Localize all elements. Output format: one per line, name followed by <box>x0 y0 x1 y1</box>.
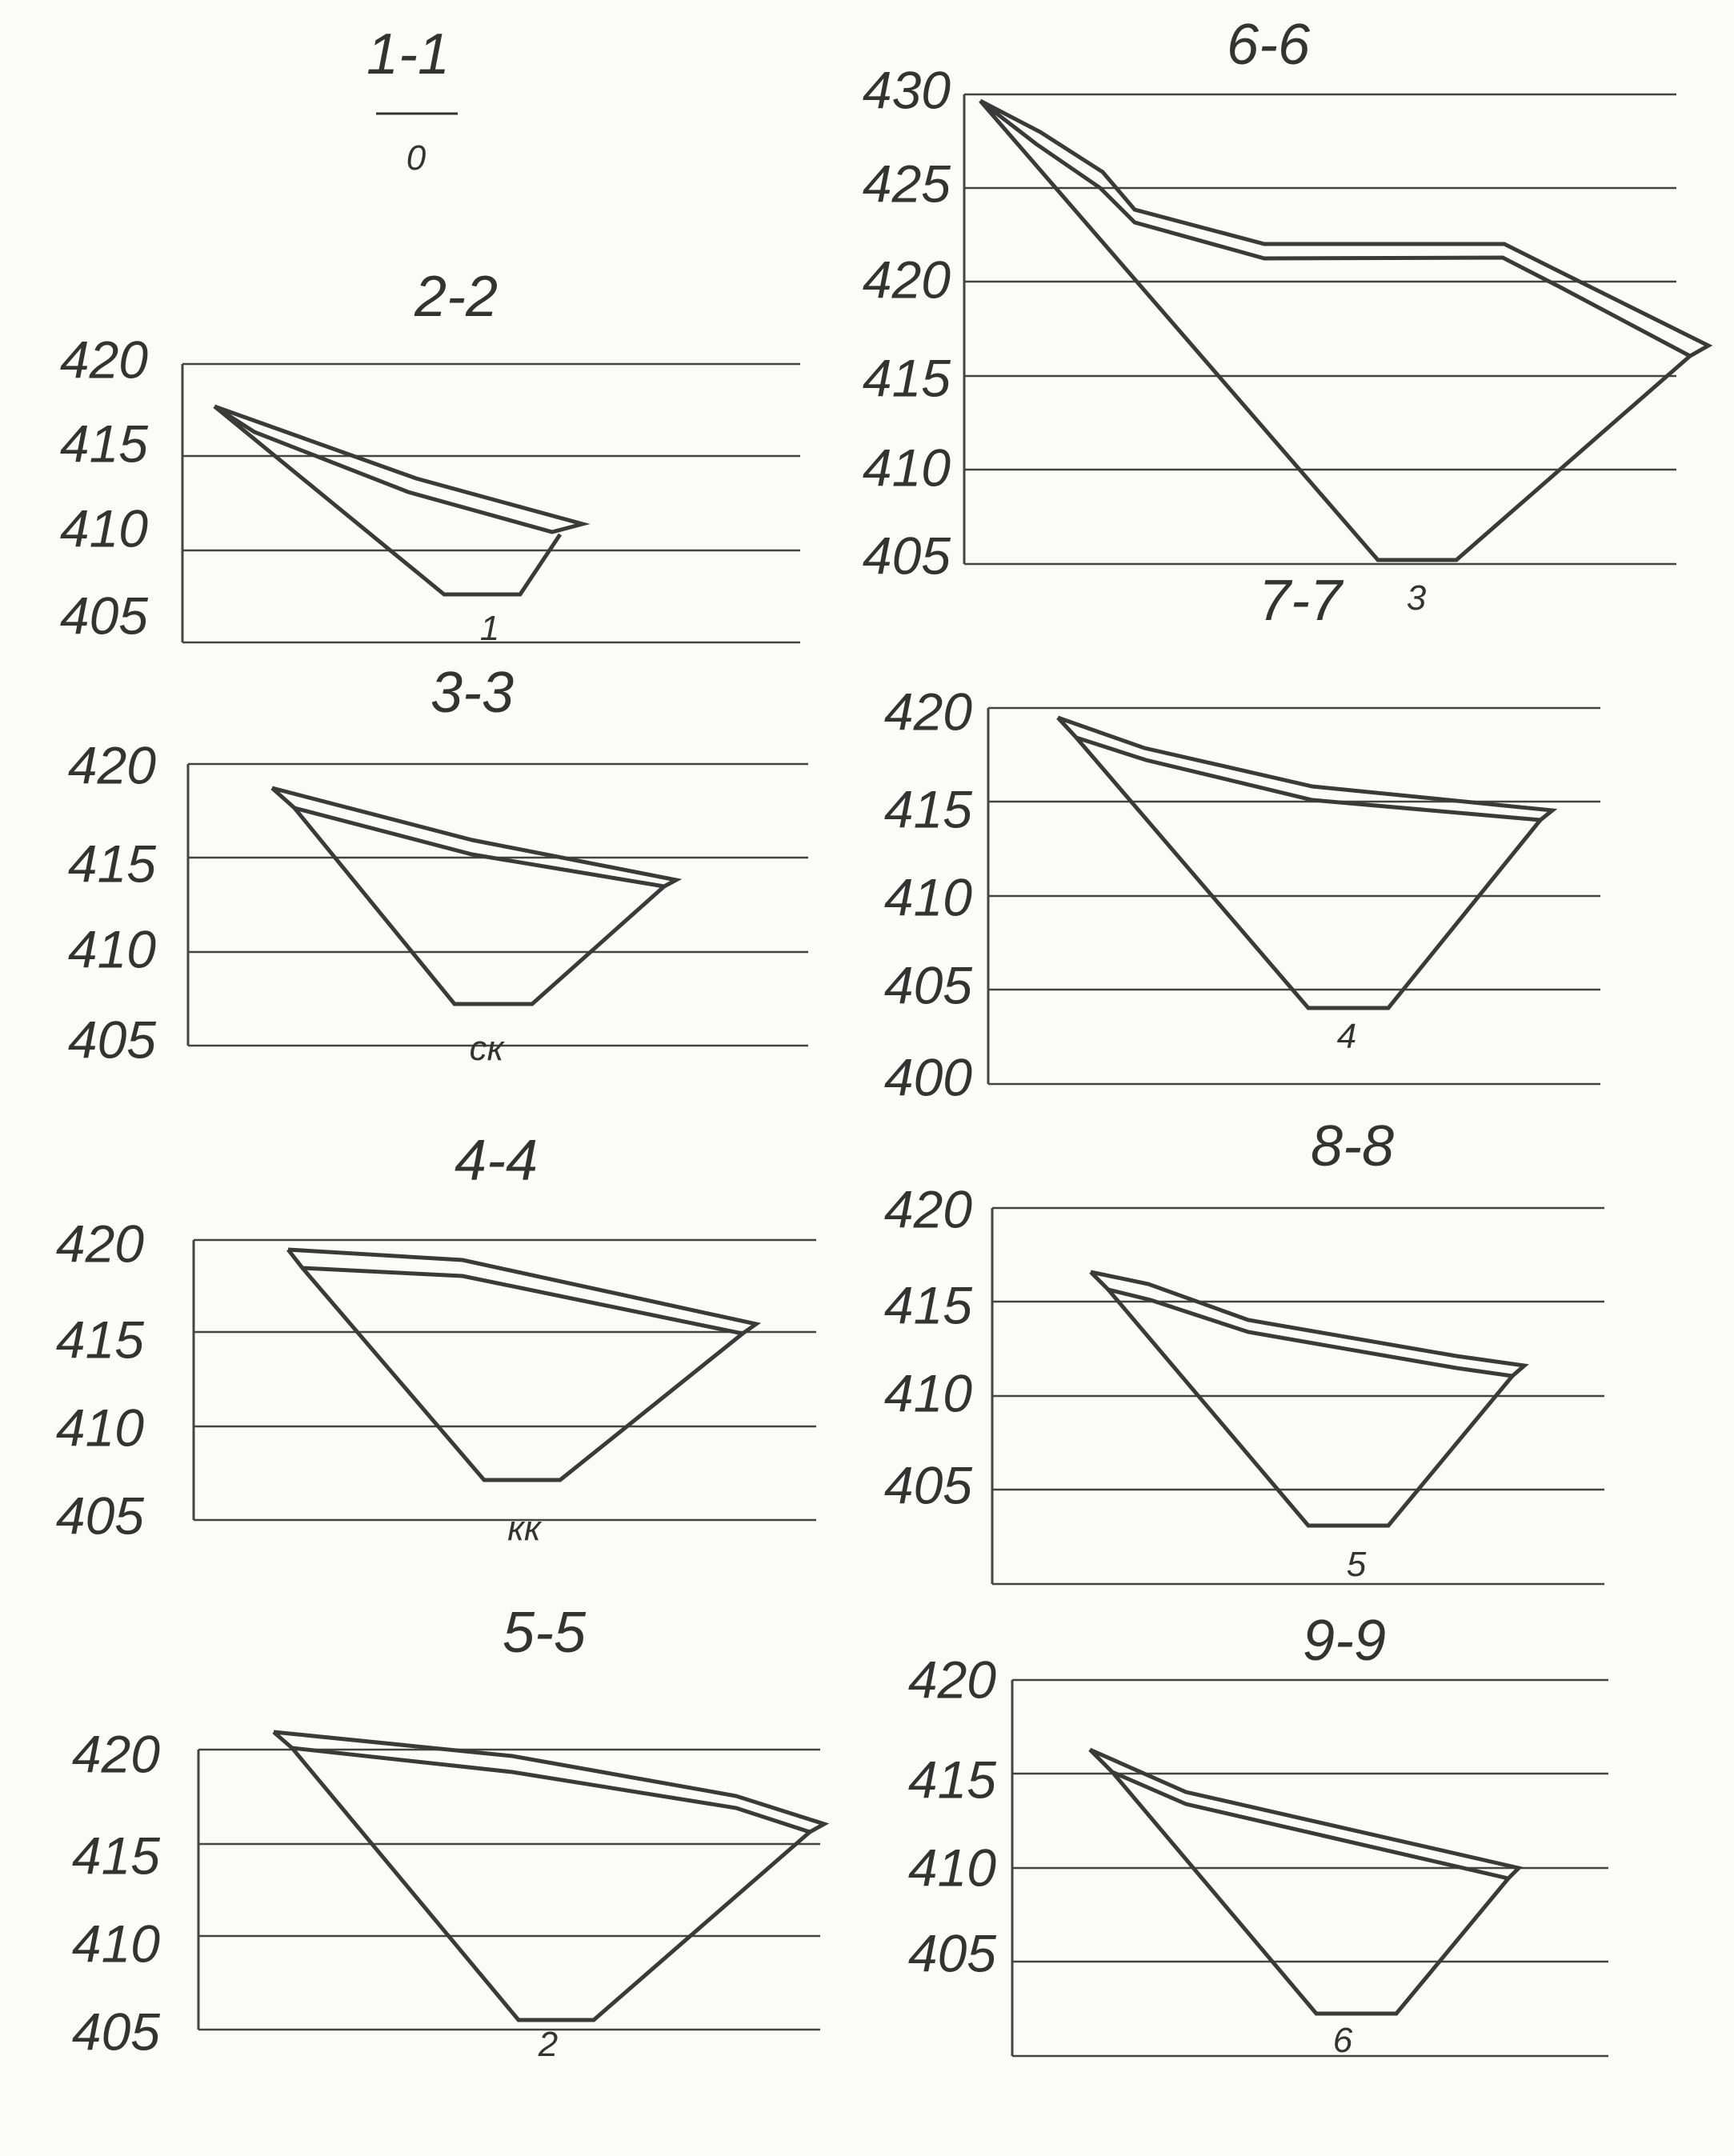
section-label: 0 <box>406 138 426 178</box>
bank-surface-line <box>214 406 583 532</box>
tick-label: 415 <box>71 1826 160 1886</box>
tick-label: 415 <box>883 1275 972 1335</box>
section-label: 6 <box>1332 2021 1353 2060</box>
tick-label: 420 <box>883 1179 972 1239</box>
section-title: 8-8 <box>1310 1114 1395 1178</box>
tick-label: 415 <box>55 1310 144 1370</box>
section-8-8 <box>884 1114 1604 1584</box>
tick-label: 410 <box>55 1398 144 1458</box>
section-title: 6-6 <box>1226 13 1311 77</box>
tick-label: 420 <box>71 1724 160 1784</box>
section-label: 4 <box>1336 1017 1357 1056</box>
section-title: 3-3 <box>430 661 515 725</box>
section-5-5 <box>72 1601 824 2064</box>
tick-label: 420 <box>862 250 951 310</box>
section-label: ск <box>469 1029 504 1068</box>
section-4-4 <box>56 1129 816 1548</box>
tick-label: 405 <box>67 1010 156 1070</box>
section-label: кк <box>507 1509 541 1548</box>
tick-label: 430 <box>862 60 951 120</box>
channel-bed-line <box>302 1268 743 1480</box>
tick-label: 420 <box>55 1214 144 1274</box>
tick-label: 415 <box>862 348 951 408</box>
tick-label: 405 <box>55 1486 144 1546</box>
section-2-2 <box>60 265 800 648</box>
tick-label: 415 <box>67 834 156 894</box>
tick-label: 405 <box>862 526 951 586</box>
channel-bed-line <box>292 1748 810 2020</box>
tick-label: 415 <box>883 779 972 839</box>
section-label: 5 <box>1346 1545 1367 1584</box>
tick-label: 400 <box>883 1047 972 1107</box>
section-title: 9-9 <box>1302 1609 1387 1673</box>
section-6-6 <box>863 13 1708 618</box>
section-title: 7-7 <box>1258 569 1343 633</box>
bank-surface-line <box>288 1250 756 1334</box>
tick-label: 410 <box>59 498 148 558</box>
section-title: 4-4 <box>454 1129 539 1193</box>
section-7-7 <box>884 569 1600 1106</box>
section-1-1 <box>366 22 458 178</box>
tick-label: 405 <box>883 955 972 1015</box>
section-9-9 <box>908 1609 1608 2060</box>
section-3-3 <box>68 661 808 1069</box>
tick-label: 415 <box>907 1750 996 1810</box>
section-label: 1 <box>479 609 500 648</box>
section-title: 1-1 <box>366 22 451 86</box>
tick-label: 415 <box>59 414 148 474</box>
bank-surface-line <box>274 1732 824 1832</box>
bank-surface-line <box>1090 1750 1519 1878</box>
tick-label: 420 <box>59 330 148 390</box>
tick-label: 410 <box>71 1914 160 1974</box>
section-label: 2 <box>538 2025 559 2064</box>
channel-bed-line <box>980 101 1690 560</box>
tick-label: 410 <box>907 1838 996 1898</box>
tick-label: 410 <box>862 438 951 498</box>
tick-label: 420 <box>907 1650 996 1710</box>
channel-bed-line <box>1076 738 1540 1008</box>
tick-label: 420 <box>67 735 156 795</box>
tick-label: 405 <box>883 1455 972 1515</box>
tick-label: 420 <box>883 682 972 742</box>
bank-surface-line <box>1091 1272 1524 1376</box>
bank-surface-line <box>272 788 676 886</box>
tick-label: 405 <box>907 1923 996 1983</box>
tick-label: 425 <box>862 154 951 214</box>
tick-label: 405 <box>59 586 148 646</box>
channel-bed-line <box>294 808 664 1004</box>
section-title: 2-2 <box>414 265 499 329</box>
tick-label: 410 <box>883 867 972 927</box>
section-label: 3 <box>1406 578 1427 618</box>
tick-label: 410 <box>67 919 156 979</box>
tick-label: 405 <box>71 2002 160 2062</box>
channel-bed-line <box>1112 1772 1508 2014</box>
tick-label: 410 <box>883 1363 972 1423</box>
section-title: 5-5 <box>502 1601 587 1665</box>
